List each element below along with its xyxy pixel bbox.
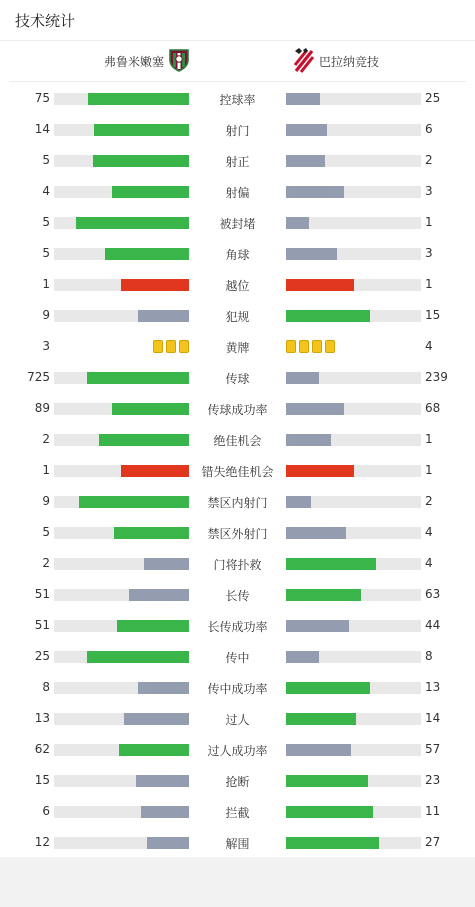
stat-row [0,300,475,331]
home-stat-value: 9 [42,494,50,508]
away-stat-value: 239 [425,370,448,384]
home-stat-value: 1 [42,463,50,477]
away-stat-bar [286,496,311,508]
away-stat-bar [286,310,370,322]
home-stat-bar [124,713,189,725]
home-stat-value: 62 [34,742,50,756]
away-stat-value: 4 [425,525,433,539]
stat-label: 错失绝佳机会 [201,465,274,479]
home-stat-bar [87,372,189,384]
away-stat-value: 4 [425,339,433,353]
stat-row [0,610,475,641]
away-stat-bar-track [286,558,421,570]
stat-label: 绝佳机会 [213,434,262,448]
home-stat-bar-track [54,465,189,477]
stat-label: 长传成功率 [207,620,268,634]
away-stat-value: 1 [425,277,433,291]
away-stat-bar-track [286,434,421,446]
home-stat-bar-track [54,93,189,105]
away-stat-bar [286,465,354,477]
away-stat-bar-track [286,372,421,384]
away-stat-value: 3 [425,184,433,198]
stat-row [0,207,475,238]
home-stat-value: 15 [34,773,50,787]
stat-row [0,424,475,455]
away-stat-value: 25 [425,91,441,105]
home-stat-bar [121,465,189,477]
stat-label: 犯规 [225,310,250,324]
away-stat-bar-track [286,775,421,787]
home-stat-bar-track [54,372,189,384]
away-stat-bar-track [286,186,421,198]
home-stat-bar [88,93,189,105]
stat-row [0,176,475,207]
home-stat-bar [129,589,189,601]
away-stat-bar [286,589,361,601]
home-stat-bar-track [54,496,189,508]
away-stat-bar-track [286,248,421,260]
away-stat-bar-track [286,496,421,508]
away-stat-value: 8 [425,649,433,663]
stat-row [0,393,475,424]
stat-label: 射偏 [225,186,250,200]
home-stat-bar [147,837,189,849]
away-stat-bar [286,775,368,787]
away-stat-bar [286,558,376,570]
home-stat-bar [94,124,189,136]
home-stat-bar [114,527,189,539]
away-stat-bar-track [286,744,421,756]
home-stat-value: 8 [42,680,50,694]
home-stat-value: 51 [34,587,50,601]
stat-label: 角球 [225,248,250,262]
home-stat-value: 12 [34,835,50,849]
home-stat-value: 5 [42,246,50,260]
stat-label: 门将扑救 [213,558,262,572]
home-stat-value: 51 [34,618,50,632]
home-stat-value: 1 [42,277,50,291]
stat-row [0,269,475,300]
away-stat-bar [286,155,325,167]
home-stat-value: 13 [34,711,50,725]
home-stat-value: 5 [42,215,50,229]
away-team-crest-icon [293,47,315,76]
away-stat-bar [286,651,319,663]
away-stat-bar [286,837,379,849]
yellow-card-icon [166,340,176,353]
stat-label: 禁区外射门 [207,527,268,541]
away-stat-bar [286,186,344,198]
home-stat-bar-track [54,434,189,446]
yellow-card-icon [286,340,296,353]
home-stat-bar-track [54,682,189,694]
away-stat-value: 3 [425,246,433,260]
away-stat-bar-track [286,93,421,105]
home-stat-value: 725 [27,370,50,384]
stat-row [0,641,475,672]
stat-label: 黄牌 [225,341,250,355]
home-stat-value: 14 [34,122,50,136]
away-stat-bar-track [286,651,421,663]
away-stat-value: 15 [425,308,441,322]
stat-label: 抢断 [225,775,250,789]
stat-label: 射正 [225,155,250,169]
stat-row [0,114,475,145]
away-stat-bar [286,434,331,446]
home-stat-value: 89 [34,401,50,415]
away-stat-bar-track [286,217,421,229]
away-stat-bar [286,403,344,415]
home-stat-bar [136,775,189,787]
away-stat-value: 2 [425,494,433,508]
home-stat-bar [112,186,189,198]
away-stat-bar [286,806,373,818]
stat-row [0,145,475,176]
home-stat-value: 5 [42,153,50,167]
stat-label: 被封堵 [219,217,256,231]
stat-label: 传球 [225,372,250,386]
away-stat-value: 57 [425,742,441,756]
home-team-crest-icon [168,48,190,75]
section-header [0,0,475,41]
home-stat-bar [112,403,189,415]
away-stat-value: 13 [425,680,441,694]
home-stat-value: 3 [42,339,50,353]
stat-label: 解围 [225,837,250,851]
home-stat-bar-track [54,620,189,632]
away-stat-value: 68 [425,401,441,415]
away-stat-bar [286,93,320,105]
away-stat-bar-track [286,403,421,415]
home-stat-value: 2 [42,556,50,570]
home-stat-value: 75 [34,91,50,105]
home-stat-bar-track [54,713,189,725]
home-stat-bar [144,558,189,570]
stat-row [0,362,475,393]
home-stat-bar [138,682,189,694]
stat-label: 控球率 [219,93,256,107]
stat-row [0,672,475,703]
yellow-card-icon [325,340,335,353]
home-stat-bar-track [54,186,189,198]
away-stat-value: 1 [425,463,433,477]
away-stat-value: 23 [425,773,441,787]
home-stat-bar-track [54,279,189,291]
away-stat-bar [286,124,327,136]
home-stat-value: 4 [42,184,50,198]
away-stat-bar-track [286,806,421,818]
stat-label: 越位 [225,279,250,293]
stat-row [0,579,475,610]
away-stat-bar [286,620,349,632]
home-stat-bar-track [54,217,189,229]
home-stat-bar-track [54,248,189,260]
stat-row [0,486,475,517]
home-stat-bar [87,651,189,663]
away-stat-bar [286,527,346,539]
home-stat-bar-track [54,558,189,570]
away-stat-value: 1 [425,215,433,229]
stat-label: 传球成功率 [207,403,268,417]
stat-label: 传中成功率 [207,682,268,696]
section-title: 技术统计 [15,11,76,30]
away-stat-bar-track [286,837,421,849]
home-stat-bar [99,434,189,446]
stat-label: 传中 [225,651,250,665]
home-yellow-cards [153,340,189,353]
home-stat-bar [119,744,189,756]
home-stat-bar [79,496,189,508]
home-stat-bar-track [54,310,189,322]
stat-row [0,703,475,734]
home-stat-bar-track [54,651,189,663]
home-stat-value: 9 [42,308,50,322]
away-stat-bar [286,744,351,756]
home-stat-bar [76,217,189,229]
home-stat-bar [117,620,189,632]
away-stat-bar [286,372,319,384]
home-team[interactable] [104,49,190,73]
away-stat-bar-track [286,465,421,477]
away-stat-bar-track [286,279,421,291]
away-stat-bar-track [286,155,421,167]
home-stat-bar-track [54,744,189,756]
home-stat-value: 25 [34,649,50,663]
stat-label: 过人成功率 [207,744,268,758]
home-stat-value: 5 [42,525,50,539]
away-stat-bar-track [286,713,421,725]
home-stat-bar-track [54,155,189,167]
away-team[interactable] [293,49,379,73]
home-stat-value: 6 [42,804,50,818]
away-stat-value: 4 [425,556,433,570]
home-stat-bar-track [54,589,189,601]
away-stat-bar-track [286,124,421,136]
away-stat-bar-track [286,310,421,322]
home-stat-bar-track [54,837,189,849]
away-stat-bar-track [286,527,421,539]
away-stat-value: 2 [425,153,433,167]
away-stat-bar [286,279,354,291]
away-stat-value: 11 [425,804,441,818]
yellow-card-icon [153,340,163,353]
home-stat-bar-track [54,403,189,415]
home-stat-bar [138,310,189,322]
stat-label: 禁区内射门 [207,496,268,510]
away-stat-value: 63 [425,587,441,601]
home-team-name: 弗鲁米嫩塞 [103,54,164,69]
yellow-card-icon [179,340,189,353]
away-stat-bar [286,682,370,694]
yellow-card-icon [299,340,309,353]
home-stat-bar-track [54,124,189,136]
yellow-card-icon [312,340,322,353]
stat-row [0,331,475,362]
home-stat-value: 2 [42,432,50,446]
away-stat-bar-track [286,589,421,601]
home-stat-bar-track [54,527,189,539]
stat-row [0,827,475,858]
away-stat-bar [286,713,356,725]
home-stat-bar [93,155,189,167]
away-stat-bar [286,248,337,260]
home-stat-bar-track [54,775,189,787]
away-yellow-cards [286,340,335,353]
away-stat-value: 44 [425,618,441,632]
away-stat-value: 6 [425,122,433,136]
stat-row [0,517,475,548]
away-stat-value: 1 [425,432,433,446]
stat-row [0,455,475,486]
away-stat-value: 27 [425,835,441,849]
away-team-name: 巴拉纳竞技 [319,54,380,69]
stat-row [0,765,475,796]
home-stat-bar [121,279,189,291]
stat-row [0,796,475,827]
stat-row [0,548,475,579]
stat-row [0,734,475,765]
home-stat-bar-track [54,806,189,818]
away-stat-bar-track [286,620,421,632]
stat-row [0,238,475,269]
stat-label: 射门 [225,124,250,138]
stat-label: 过人 [225,713,250,727]
home-stat-bar [141,806,189,818]
teams-row [9,41,466,82]
away-stat-bar-track [286,682,421,694]
stat-row [0,83,475,114]
stat-label: 拦截 [225,806,250,820]
stat-label: 长传 [225,589,250,603]
away-stat-value: 14 [425,711,441,725]
home-stat-bar [105,248,189,260]
away-stat-bar [286,217,309,229]
